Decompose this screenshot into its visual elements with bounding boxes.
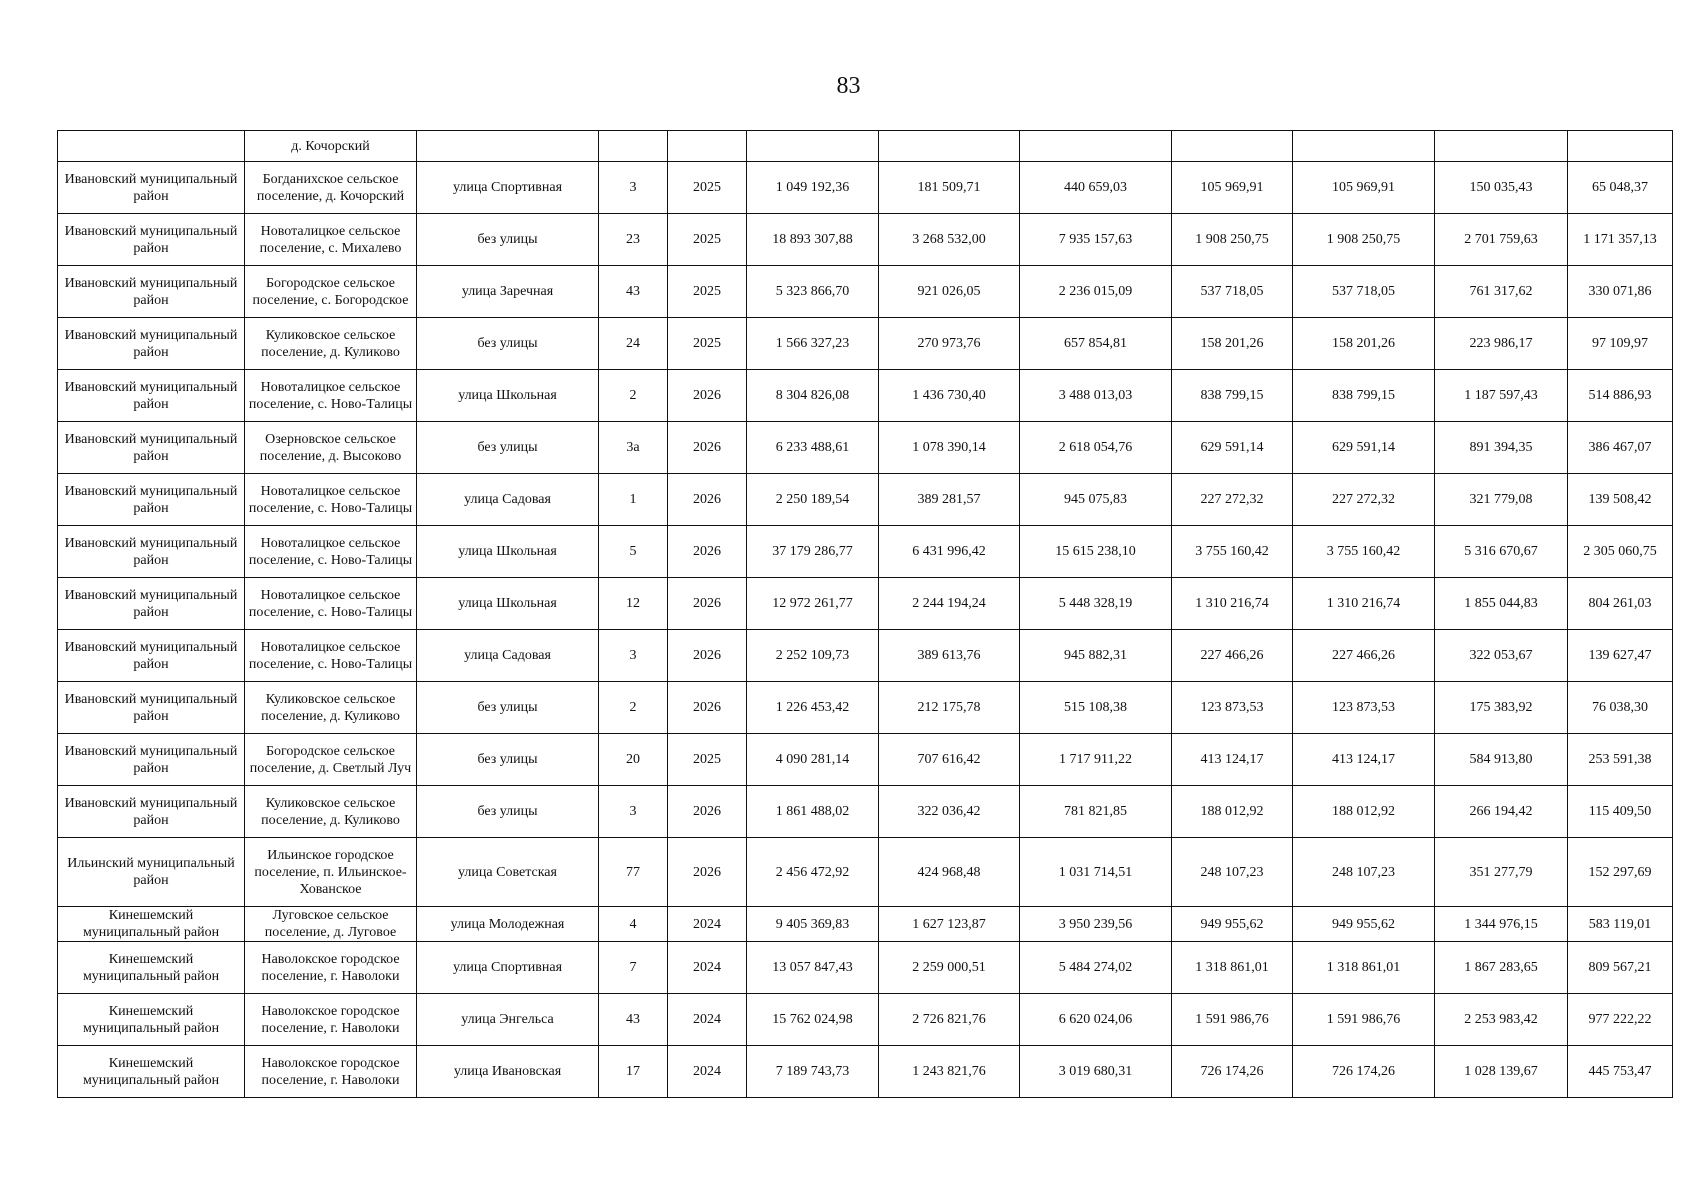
cell-settlement: Куликовское сельское поселение, д. Куликово	[245, 786, 417, 838]
cell-year: 2026	[668, 682, 747, 734]
cell-settlement: Луговское сельское поселение, д. Луговое	[245, 907, 417, 942]
cell-district: Ильинский муниципальный район	[58, 838, 245, 907]
cell-house: 7	[599, 942, 668, 994]
cell-value: 2 250 189,54	[747, 474, 879, 526]
cell-year: 2025	[668, 734, 747, 786]
cell-value: 4 090 281,14	[747, 734, 879, 786]
cell-year: 2026	[668, 370, 747, 422]
cell-value: 227 466,26	[1293, 630, 1435, 682]
cell-settlement: Озерновское сельское поселение, д. Высоково	[245, 422, 417, 474]
cell-value: 97 109,97	[1568, 318, 1673, 370]
table-row	[58, 162, 1673, 214]
cell-value: 152 297,69	[1568, 838, 1673, 907]
cell-house: 3	[599, 630, 668, 682]
cell-house: 23	[599, 214, 668, 266]
cell-value: 1 344 976,15	[1435, 907, 1568, 942]
table-row	[58, 1046, 1673, 1098]
cell-value: 76 038,30	[1568, 682, 1673, 734]
cell-street: без улицы	[417, 734, 599, 786]
cell-value: 413 124,17	[1293, 734, 1435, 786]
cell-value: 2 253 983,42	[1435, 994, 1568, 1046]
cell-settlement: д. Кочорский	[245, 131, 417, 162]
cell-year: 2026	[668, 578, 747, 630]
cell-house: 43	[599, 994, 668, 1046]
cell-value: 707 616,42	[879, 734, 1020, 786]
cell-value: 1 171 357,13	[1568, 214, 1673, 266]
cell-value: 1 908 250,75	[1172, 214, 1293, 266]
cell-settlement: Новоталицкое сельское поселение, с. Ново-Талицы	[245, 630, 417, 682]
cell-house: 77	[599, 838, 668, 907]
cell-value: 330 071,86	[1568, 266, 1673, 318]
cell-value: 139 508,42	[1568, 474, 1673, 526]
cell-settlement: Новоталицкое сельское поселение, с. Ново-Талицы	[245, 370, 417, 422]
cell-value: 440 659,03	[1020, 162, 1172, 214]
cell-value: 227 466,26	[1172, 630, 1293, 682]
cell-value: 761 317,62	[1435, 266, 1568, 318]
cell-value: 248 107,23	[1172, 838, 1293, 907]
cell-value: 139 627,47	[1568, 630, 1673, 682]
cell-value: 1 591 986,76	[1293, 994, 1435, 1046]
cell-value: 322 036,42	[879, 786, 1020, 838]
table-row	[58, 786, 1673, 838]
cell-value: 321 779,08	[1435, 474, 1568, 526]
cell-value: 2 726 821,76	[879, 994, 1020, 1046]
cell-year: 2026	[668, 422, 747, 474]
cell-value: 629 591,14	[1172, 422, 1293, 474]
cell-settlement: Богородское сельское поселение, с. Богородское	[245, 266, 417, 318]
cell-value: 6 431 996,42	[879, 526, 1020, 578]
cell-value	[1568, 131, 1673, 162]
cell-value: 37 179 286,77	[747, 526, 879, 578]
cell-value	[1172, 131, 1293, 162]
cell-year: 2025	[668, 266, 747, 318]
cell-value	[1435, 131, 1568, 162]
cell-value: 266 194,42	[1435, 786, 1568, 838]
cell-district: Ивановский муниципальный район	[58, 786, 245, 838]
cell-value: 537 718,05	[1293, 266, 1435, 318]
cell-district: Ивановский муниципальный район	[58, 266, 245, 318]
cell-house: 2	[599, 370, 668, 422]
cell-street: улица Молодежная	[417, 907, 599, 942]
cell-value: 809 567,21	[1568, 942, 1673, 994]
cell-value: 123 873,53	[1293, 682, 1435, 734]
table-row	[58, 994, 1673, 1046]
table-row	[58, 214, 1673, 266]
cell-settlement: Богданихское сельское поселение, д. Кочорский	[245, 162, 417, 214]
cell-district: Ивановский муниципальный район	[58, 630, 245, 682]
cell-value: 1 627 123,87	[879, 907, 1020, 942]
cell-value: 270 973,76	[879, 318, 1020, 370]
table-row	[58, 907, 1673, 942]
cell-year: 2024	[668, 994, 747, 1046]
cell-value: 9 405 369,83	[747, 907, 879, 942]
cell-value: 921 026,05	[879, 266, 1020, 318]
cell-value: 1 566 327,23	[747, 318, 879, 370]
cell-value: 781 821,85	[1020, 786, 1172, 838]
cell-value: 105 969,91	[1293, 162, 1435, 214]
cell-street	[417, 131, 599, 162]
cell-value: 227 272,32	[1172, 474, 1293, 526]
cell-value: 1 187 597,43	[1435, 370, 1568, 422]
cell-value: 3 950 239,56	[1020, 907, 1172, 942]
cell-value: 838 799,15	[1172, 370, 1293, 422]
cell-value: 1 318 861,01	[1172, 942, 1293, 994]
cell-value: 253 591,38	[1568, 734, 1673, 786]
cell-year: 2025	[668, 318, 747, 370]
cell-street: улица Садовая	[417, 630, 599, 682]
cell-value: 945 075,83	[1020, 474, 1172, 526]
cell-value: 1 028 139,67	[1435, 1046, 1568, 1098]
cell-district: Ивановский муниципальный район	[58, 578, 245, 630]
cell-value: 1 243 821,76	[879, 1046, 1020, 1098]
cell-value: 3 268 532,00	[879, 214, 1020, 266]
cell-value: 2 701 759,63	[1435, 214, 1568, 266]
cell-settlement: Ильинское городское поселение, п. Ильинское-Хованское	[245, 838, 417, 907]
cell-street: улица Спортивная	[417, 942, 599, 994]
cell-value: 2 456 472,92	[747, 838, 879, 907]
table-row	[58, 526, 1673, 578]
cell-value: 1 855 044,83	[1435, 578, 1568, 630]
cell-value: 1 310 216,74	[1293, 578, 1435, 630]
cell-street: улица Садовая	[417, 474, 599, 526]
cell-value: 389 613,76	[879, 630, 1020, 682]
cell-value: 158 201,26	[1172, 318, 1293, 370]
cell-street: без улицы	[417, 214, 599, 266]
cell-value: 726 174,26	[1172, 1046, 1293, 1098]
cell-value: 424 968,48	[879, 838, 1020, 907]
cell-street: улица Школьная	[417, 578, 599, 630]
cell-value: 3 488 013,03	[1020, 370, 1172, 422]
cell-year: 2026	[668, 838, 747, 907]
cell-street: без улицы	[417, 318, 599, 370]
cell-value: 949 955,62	[1172, 907, 1293, 942]
cell-district: Ивановский муниципальный район	[58, 214, 245, 266]
cell-district: Кинешемский муниципальный район	[58, 942, 245, 994]
cell-settlement: Новоталицкое сельское поселение, с. Ново-Талицы	[245, 526, 417, 578]
cell-value: 158 201,26	[1293, 318, 1435, 370]
cell-year: 2026	[668, 526, 747, 578]
cell-house: 43	[599, 266, 668, 318]
cell-district: Ивановский муниципальный район	[58, 474, 245, 526]
cell-value: 413 124,17	[1172, 734, 1293, 786]
cell-house: 24	[599, 318, 668, 370]
cell-house: 1	[599, 474, 668, 526]
cell-street: улица Школьная	[417, 370, 599, 422]
cell-settlement: Новоталицкое сельское поселение, с. Михалево	[245, 214, 417, 266]
cell-value: 115 409,50	[1568, 786, 1673, 838]
table-row	[58, 838, 1673, 907]
cell-value: 1 318 861,01	[1293, 942, 1435, 994]
cell-value: 1 078 390,14	[879, 422, 1020, 474]
cell-value: 515 108,38	[1020, 682, 1172, 734]
cell-value: 248 107,23	[1293, 838, 1435, 907]
cell-value: 2 244 194,24	[879, 578, 1020, 630]
cell-district: Ивановский муниципальный район	[58, 370, 245, 422]
cell-value: 65 048,37	[1568, 162, 1673, 214]
cell-year: 2026	[668, 474, 747, 526]
cell-value: 726 174,26	[1293, 1046, 1435, 1098]
cell-value: 188 012,92	[1172, 786, 1293, 838]
cell-value: 1 310 216,74	[1172, 578, 1293, 630]
cell-district: Кинешемский муниципальный район	[58, 994, 245, 1046]
cell-value: 15 615 238,10	[1020, 526, 1172, 578]
cell-street: улица Ивановская	[417, 1046, 599, 1098]
cell-value	[747, 131, 879, 162]
cell-house: 5	[599, 526, 668, 578]
cell-street: улица Советская	[417, 838, 599, 907]
cell-settlement: Новоталицкое сельское поселение, с. Ново-Талицы	[245, 474, 417, 526]
cell-value: 537 718,05	[1172, 266, 1293, 318]
cell-district: Ивановский муниципальный район	[58, 526, 245, 578]
cell-value: 804 261,03	[1568, 578, 1673, 630]
cell-value: 123 873,53	[1172, 682, 1293, 734]
cell-value: 2 236 015,09	[1020, 266, 1172, 318]
cell-value: 1 717 911,22	[1020, 734, 1172, 786]
cell-value: 838 799,15	[1293, 370, 1435, 422]
cell-value: 1 436 730,40	[879, 370, 1020, 422]
cell-street: без улицы	[417, 682, 599, 734]
cell-settlement: Куликовское сельское поселение, д. Куликово	[245, 318, 417, 370]
cell-value: 6 620 024,06	[1020, 994, 1172, 1046]
cell-value: 583 119,01	[1568, 907, 1673, 942]
cell-settlement: Наволокское городское поселение, г. Наволоки	[245, 942, 417, 994]
cell-value: 13 057 847,43	[747, 942, 879, 994]
cell-value: 445 753,47	[1568, 1046, 1673, 1098]
cell-value: 223 986,17	[1435, 318, 1568, 370]
cell-value: 175 383,92	[1435, 682, 1568, 734]
cell-year: 2024	[668, 942, 747, 994]
cell-value: 891 394,35	[1435, 422, 1568, 474]
cell-value: 150 035,43	[1435, 162, 1568, 214]
cell-value: 3 755 160,42	[1172, 526, 1293, 578]
cell-street: без улицы	[417, 786, 599, 838]
cell-house: 4	[599, 907, 668, 942]
cell-street: улица Спортивная	[417, 162, 599, 214]
cell-district: Ивановский муниципальный район	[58, 422, 245, 474]
cell-value	[1293, 131, 1435, 162]
cell-district: Кинешемский муниципальный район	[58, 1046, 245, 1098]
cell-value: 2 618 054,76	[1020, 422, 1172, 474]
cell-value: 1 908 250,75	[1293, 214, 1435, 266]
cell-house: 17	[599, 1046, 668, 1098]
cell-value: 389 281,57	[879, 474, 1020, 526]
cell-year	[668, 131, 747, 162]
cell-value: 5 448 328,19	[1020, 578, 1172, 630]
cell-house: 2	[599, 682, 668, 734]
cell-street: улица Школьная	[417, 526, 599, 578]
table-row	[58, 266, 1673, 318]
page-number: 83	[836, 73, 861, 99]
cell-house: 3	[599, 162, 668, 214]
cell-house: 12	[599, 578, 668, 630]
cell-value: 8 304 826,08	[747, 370, 879, 422]
cell-value: 5 484 274,02	[1020, 942, 1172, 994]
cell-house: 20	[599, 734, 668, 786]
cell-value: 1 226 453,42	[747, 682, 879, 734]
cell-district: Ивановский муниципальный район	[58, 682, 245, 734]
cell-house	[599, 131, 668, 162]
table-row	[58, 370, 1673, 422]
cell-value	[1020, 131, 1172, 162]
cell-value: 2 259 000,51	[879, 942, 1020, 994]
table-row	[58, 734, 1673, 786]
cell-year: 2026	[668, 630, 747, 682]
registry-table	[57, 130, 1673, 1098]
cell-street: улица Энгельса	[417, 994, 599, 1046]
cell-district	[58, 131, 245, 162]
cell-year: 2025	[668, 162, 747, 214]
cell-value: 227 272,32	[1293, 474, 1435, 526]
cell-value: 386 467,07	[1568, 422, 1673, 474]
cell-value: 6 233 488,61	[747, 422, 879, 474]
table-row	[58, 942, 1673, 994]
table-body	[58, 131, 1673, 1098]
cell-value: 15 762 024,98	[747, 994, 879, 1046]
cell-value: 657 854,81	[1020, 318, 1172, 370]
cell-value: 12 972 261,77	[747, 578, 879, 630]
cell-year: 2024	[668, 907, 747, 942]
cell-value: 7 935 157,63	[1020, 214, 1172, 266]
cell-value: 3 019 680,31	[1020, 1046, 1172, 1098]
cell-value: 1 867 283,65	[1435, 942, 1568, 994]
table-row	[58, 474, 1673, 526]
cell-value: 2 305 060,75	[1568, 526, 1673, 578]
cell-value: 949 955,62	[1293, 907, 1435, 942]
cell-district: Ивановский муниципальный район	[58, 318, 245, 370]
table-row	[58, 131, 1673, 162]
cell-house: 3	[599, 786, 668, 838]
cell-value: 945 882,31	[1020, 630, 1172, 682]
cell-value: 1 049 192,36	[747, 162, 879, 214]
table-row	[58, 682, 1673, 734]
cell-value: 1 591 986,76	[1172, 994, 1293, 1046]
cell-value: 5 323 866,70	[747, 266, 879, 318]
cell-value: 629 591,14	[1293, 422, 1435, 474]
cell-house: 3а	[599, 422, 668, 474]
cell-settlement: Богородское сельское поселение, д. Светлый Луч	[245, 734, 417, 786]
cell-settlement: Новоталицкое сельское поселение, с. Ново-Талицы	[245, 578, 417, 630]
cell-value: 3 755 160,42	[1293, 526, 1435, 578]
table-row	[58, 318, 1673, 370]
cell-street: без улицы	[417, 422, 599, 474]
cell-value	[879, 131, 1020, 162]
cell-district: Ивановский муниципальный район	[58, 734, 245, 786]
cell-value: 351 277,79	[1435, 838, 1568, 907]
cell-settlement: Наволокское городское поселение, г. Наволоки	[245, 994, 417, 1046]
cell-value: 322 053,67	[1435, 630, 1568, 682]
cell-year: 2025	[668, 214, 747, 266]
cell-value: 181 509,71	[879, 162, 1020, 214]
cell-value: 1 031 714,51	[1020, 838, 1172, 907]
cell-value: 7 189 743,73	[747, 1046, 879, 1098]
cell-value: 212 175,78	[879, 682, 1020, 734]
cell-value: 188 012,92	[1293, 786, 1435, 838]
cell-value: 1 861 488,02	[747, 786, 879, 838]
cell-value: 977 222,22	[1568, 994, 1673, 1046]
cell-value: 2 252 109,73	[747, 630, 879, 682]
table-row	[58, 578, 1673, 630]
cell-value: 18 893 307,88	[747, 214, 879, 266]
table-row	[58, 422, 1673, 474]
cell-value: 514 886,93	[1568, 370, 1673, 422]
cell-street: улица Заречная	[417, 266, 599, 318]
table-row	[58, 630, 1673, 682]
cell-settlement: Наволокское городское поселение, г. Наволоки	[245, 1046, 417, 1098]
cell-value: 105 969,91	[1172, 162, 1293, 214]
cell-settlement: Куликовское сельское поселение, д. Куликово	[245, 682, 417, 734]
cell-district: Ивановский муниципальный район	[58, 162, 245, 214]
cell-year: 2026	[668, 786, 747, 838]
cell-year: 2024	[668, 1046, 747, 1098]
cell-district: Кинешемский муниципальный район	[58, 907, 245, 942]
cell-value: 5 316 670,67	[1435, 526, 1568, 578]
cell-value: 584 913,80	[1435, 734, 1568, 786]
